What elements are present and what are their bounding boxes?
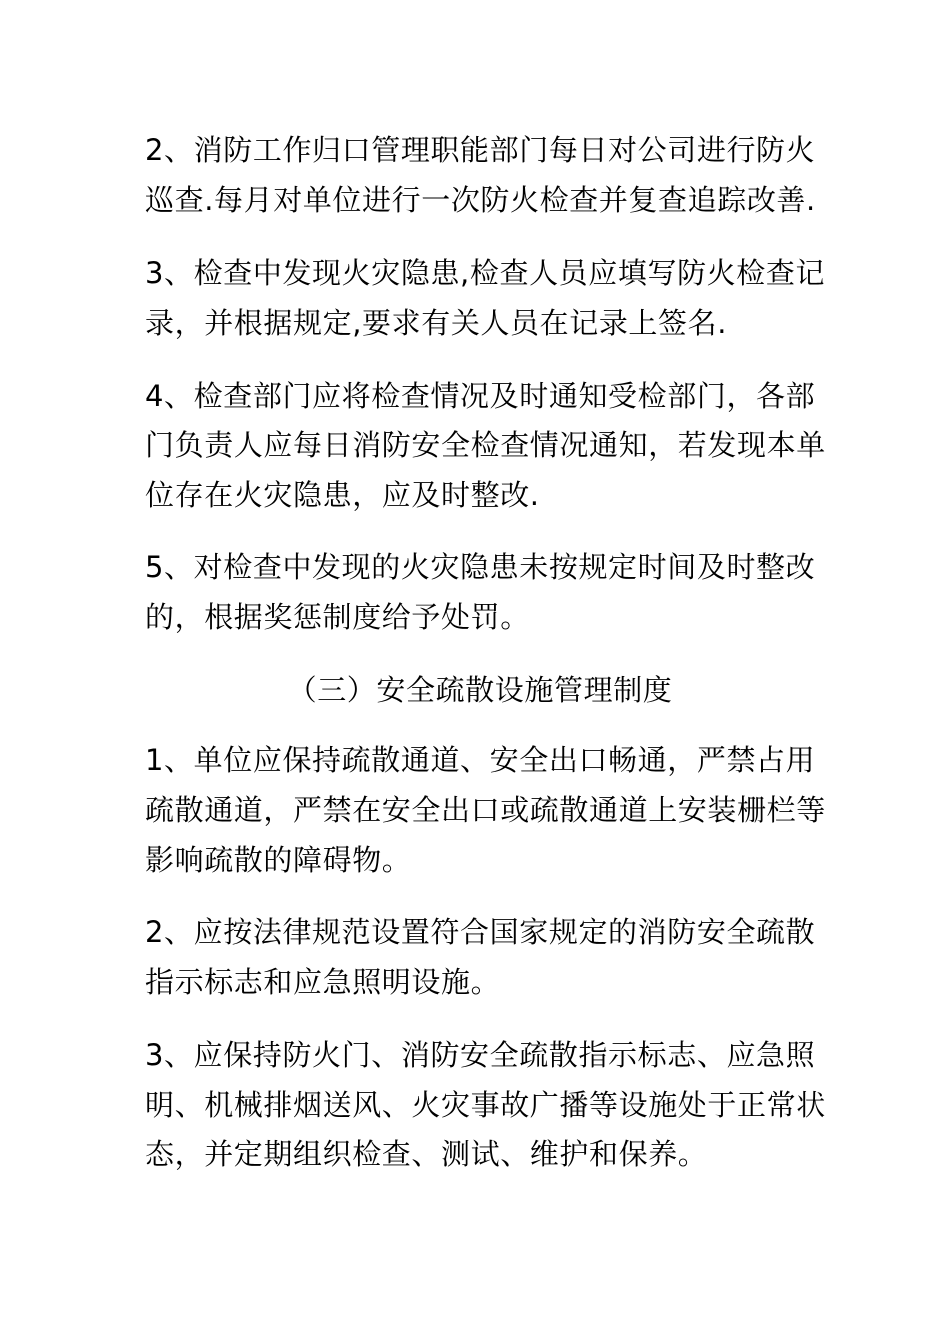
paragraph-line: 2、应按法律规范设置符合国家规定的消防安全疏散 — [145, 915, 816, 949]
paragraph-line: 5、对检查中发现的火灾隐患未按规定时间及时整改 — [145, 550, 816, 584]
paragraph-line: 录，并根据规定,要求有关人员在记录上签名. — [145, 306, 728, 340]
paragraph-line: 影响疏散的障碍物。 — [145, 843, 412, 877]
paragraph-line: 位存在火灾隐患，应及时整改. — [145, 478, 540, 512]
paragraph-line: 门负责人应每日消防安全检查情况通知，若发现本单 — [145, 428, 826, 462]
paragraph-line: 3、应保持防火门、消防安全疏散指示标志、应急照 — [145, 1038, 816, 1072]
paragraph-line: 态，并定期组织检查、测试、维护和保养。 — [145, 1137, 708, 1171]
paragraph-line: 1、单位应保持疏散通道、安全出口畅通，严禁占用 — [145, 743, 816, 777]
paragraph-line: 指示标志和应急照明设施。 — [145, 965, 501, 999]
paragraph-line: 疏散通道，严禁在安全出口或疏散通道上安装栅栏等 — [145, 793, 826, 827]
paragraph-line: 4、检查部门应将检查情况及时通知受检部门，各部 — [145, 379, 816, 413]
section-heading: （三）安全疏散设施管理制度 — [287, 673, 673, 707]
paragraph-line: 3、检查中发现火灾隐患,检查人员应填写防火检查记 — [145, 256, 826, 290]
paragraph-line: 巡查.每月对单位进行一次防火检查并复查追踪改善. — [145, 183, 816, 217]
paragraph-line: 明、机械排烟送风、火灾事故广播等设施处于正常状 — [145, 1088, 826, 1122]
paragraph-line: 的，根据奖惩制度给予处罚。 — [145, 600, 530, 634]
paragraph-line: 2、消防工作归口管理职能部门每日对公司进行防火 — [145, 133, 816, 167]
